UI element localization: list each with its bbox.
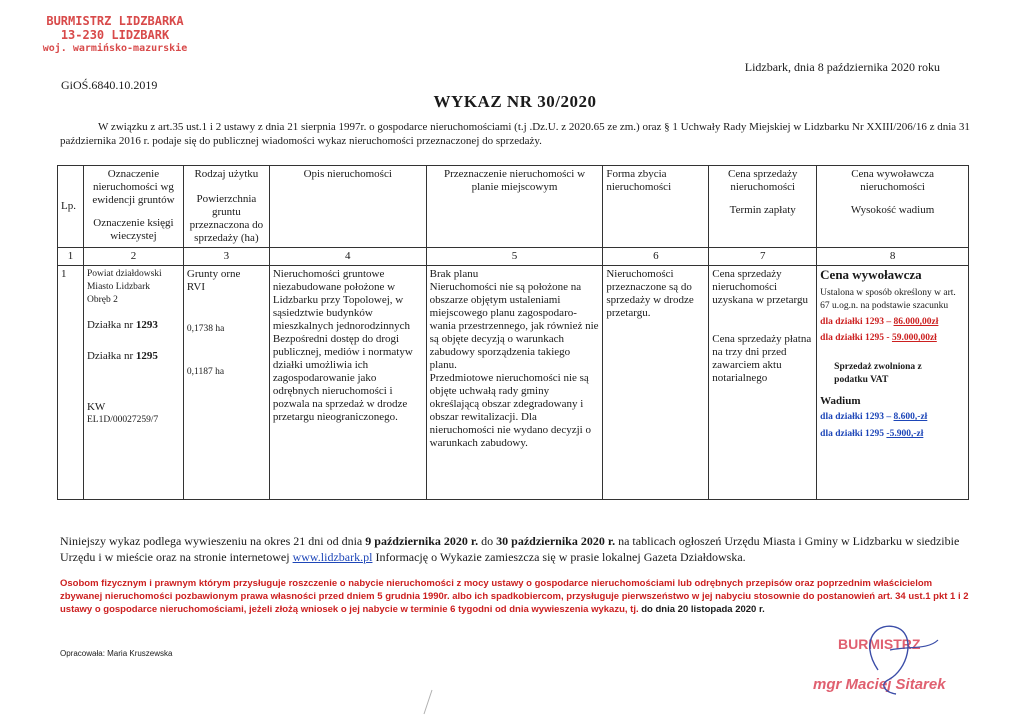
location-line-2: Miasto Lidzbark bbox=[86, 282, 151, 292]
note-date-1: 9 października 2020 r. bbox=[365, 534, 479, 548]
row-starting-price bbox=[817, 266, 969, 500]
row-sale-form: Nieruchomości przeznaczone są do sprzedaży w drodze przetargu. bbox=[603, 266, 709, 500]
note-part-1: Niniejszy wykaz podlega wywieszeniu na okres 21 dni od dnia bbox=[60, 534, 363, 548]
note-part-3: na tablicach ogłoszeń Urzędu Miasta i Gminy w Lidzbarku w siedzibie Urzędu i w mieście oraz na stronie internetowej bbox=[60, 534, 960, 564]
deposit-1295-value: -5.900,-zł bbox=[886, 429, 924, 439]
header-col7-a: Cena sprzedaży nieruchomości bbox=[728, 168, 798, 193]
clause-deadline: do dnia 20 listopada 2020 r. bbox=[641, 604, 765, 615]
stamp-line-2: 13-230 LIDZBARK bbox=[60, 28, 170, 42]
starting-price-1293 bbox=[820, 316, 965, 329]
column-number: 7 bbox=[709, 248, 817, 266]
plot-1295-number: 1295 bbox=[135, 350, 158, 362]
vat-note: Sprzedaż zwolniona z podatku VAT bbox=[834, 362, 922, 385]
land-class: RVI bbox=[186, 281, 205, 293]
official-stamp bbox=[30, 14, 200, 56]
plan-status: Brak planu bbox=[429, 268, 479, 280]
header-col7-b: Termin zapłaty bbox=[729, 204, 796, 216]
column-number: 2 bbox=[83, 248, 183, 266]
header-col8-b: Wysokość wadium bbox=[850, 204, 935, 216]
reference-number: GiOŚ.6840.10.2019 bbox=[61, 78, 158, 92]
header-col3 bbox=[183, 166, 269, 248]
priority-clause bbox=[60, 577, 972, 616]
row-lp: 1 bbox=[58, 266, 84, 500]
deposit-1293-value: 8.600,-zł bbox=[893, 412, 928, 422]
starting-price-desc: Ustalona w sposób określony w art. 67 u.og.n. na podstawie szacunku bbox=[820, 288, 956, 311]
header-col4: Opis nieruchomości bbox=[269, 166, 426, 248]
row-location bbox=[83, 266, 183, 500]
starting-price-1295 bbox=[820, 332, 965, 345]
plot-1293-label: Działka nr bbox=[86, 319, 134, 331]
table-header-row bbox=[58, 166, 969, 248]
signature-scribble bbox=[838, 610, 958, 700]
property-table bbox=[57, 165, 969, 500]
starting-price-title: Cena wywoławcza bbox=[820, 267, 922, 282]
header-col2-a: Oznaczenie nieruchomości wg ewidencji gruntów bbox=[92, 168, 175, 206]
header-col8-a: Cena wywoławcza nieruchomości bbox=[851, 168, 934, 193]
header-col2 bbox=[83, 166, 183, 248]
header-col5: Przeznaczenie nieruchomości w planie miejscowym bbox=[426, 166, 603, 248]
stamp-line-3: woj. warmińsko-mazurskie bbox=[42, 43, 188, 54]
kw-label: KW bbox=[86, 401, 106, 413]
plot-1295-label: Działka nr bbox=[86, 350, 134, 362]
land-use: Grunty orne bbox=[186, 268, 241, 280]
price-text-1: Cena sprzedaży nieruchomości uzyskana w przetargu bbox=[712, 268, 808, 306]
column-number: 8 bbox=[817, 248, 969, 266]
header-col8 bbox=[817, 166, 969, 248]
website-link[interactable]: www.lidzbark.pl bbox=[292, 550, 373, 564]
location-line-1: Powiat działdowski bbox=[86, 269, 162, 279]
starting-price-1295-value: 59.000,00zł bbox=[891, 333, 937, 343]
header-col6: Forma zbycia nieruchomości bbox=[603, 166, 709, 248]
location-line-3: Obręb 2 bbox=[86, 295, 118, 305]
note-part-2: do bbox=[481, 534, 494, 548]
column-number: 4 bbox=[269, 248, 426, 266]
header-lp: Lp. bbox=[58, 166, 84, 248]
column-number: 6 bbox=[603, 248, 709, 266]
deposit-1293 bbox=[820, 411, 965, 424]
prepared-by: Opracowała: Maria Kruszewska bbox=[60, 649, 173, 658]
table-row bbox=[58, 266, 969, 500]
posting-note bbox=[60, 533, 970, 565]
plot-1293 bbox=[87, 319, 180, 332]
deposit-1295 bbox=[820, 428, 965, 441]
deposit-1295-label: dla działki 1295 bbox=[820, 429, 885, 439]
row-plan bbox=[426, 266, 603, 500]
area-1293: 0,1738 ha bbox=[186, 324, 225, 334]
plot-1293-number: 1293 bbox=[135, 319, 158, 331]
deposit-title: Wadium bbox=[820, 395, 861, 407]
kw-number: EL1D/00027259/7 bbox=[86, 415, 159, 425]
starting-price-1295-label: dla działki 1295 - bbox=[820, 333, 890, 343]
header-col2-b: Oznaczenie księgi wieczystej bbox=[93, 217, 174, 242]
starting-price-1293-value: 86.000,00zł bbox=[893, 317, 939, 327]
area-1295: 0,1187 ha bbox=[186, 367, 225, 377]
header-col3-a: Rodzaj użytku bbox=[194, 168, 259, 180]
clause-text: Osobom fizycznym i prawnym którym przysługuje roszczenie o nabycie nieruchomości z mocy ustawy o gospodarce nieruchomościami lub odrębnych przepisów oraz poprzednim właścicielom zbywanej nieruchomości pozbawionym prawa własności przed dniem 5 grudnia 1990r. albo ich spadkobiercom, przysługuje pierwszeństwo w jej nabyciu stosownie do postanowień art. 34 ust.1 pkt 1 i 2 ustawy o gospodarce nieruchomościami, jeżeli złożą wniosek o jej nabycie w terminie 6 tygodni od dnia wywieszenia wykazu, tj. bbox=[60, 578, 969, 615]
note-date-2: 30 października 2020 r. bbox=[496, 534, 616, 548]
row-price bbox=[709, 266, 817, 500]
pen-mark bbox=[418, 688, 438, 718]
column-number: 1 bbox=[58, 248, 84, 266]
note-part-4: Informację o Wykazie zamieszcza się w prasie lokalnej Gazeta Działdowska. bbox=[375, 550, 746, 564]
intro-paragraph: W związku z art.35 ust.1 i 2 ustawy z dnia 21 sierpnia 1997r. o gospodarce nieruchomościami (t.j .Dz.U. z 2020.65 ze zm.) oraz § 1 Uchwały Rady Miejskiej w Lidzbarku Nr XXIII/206/16 z dnia 31 października 2016 r. podaje się do publicznej wiadomości wykaz nieruchomości przeznaczonej do sprzedaży. bbox=[60, 121, 970, 147]
header-col3-b: Powierzchnia gruntu przeznaczona do sprzedaży (ha) bbox=[189, 193, 264, 244]
starting-price-1293-label: dla działki 1293 – bbox=[820, 317, 892, 327]
plan-rewitalizacja: Przedmiotowe nieruchomości nie są objęte uchwałą rady gminy określającą obszar zdegradowany i obszar rewitalizacji. Dla nieruchomości nie wydano decyzji o warunkach zabudowy. bbox=[429, 372, 591, 449]
column-number: 3 bbox=[183, 248, 269, 266]
column-number: 5 bbox=[426, 248, 603, 266]
row-description: Nieruchomości gruntowe niezabudowane położone w Lidzbarku przy Topolowej, w sąsiedztwie budynków mieszkalnych jednorodzinnych Bezpośredni dostęp do drogi publicznej, mediów i normatyw działki umożliwia ich zagospodarowanie jako odrębnych nieruchomości i pozwala na sprzedaż w drodze przetargu nieograniczonego. bbox=[269, 266, 426, 500]
plan-details: Nieruchomości nie są położone na obszarze objętym ustaleniami miejscowego planu zagospodaro-wania przestrzennego, jak również nie są objęte decyzją o warunkach zabudowy sporządzenia takiego planu. bbox=[429, 281, 599, 371]
place-date: Lidzbark, dnia 8 października 2020 roku bbox=[744, 60, 940, 74]
stamp-line-1: BURMISTRZ LIDZBARKA bbox=[46, 14, 184, 28]
row-use-area bbox=[183, 266, 269, 500]
signature-name: mgr Maciej Sitarek bbox=[813, 676, 946, 693]
column-number-row bbox=[58, 248, 969, 266]
signature-title: BURMISTRZ bbox=[838, 636, 921, 652]
deposit-1293-label: dla działki 1293 – bbox=[820, 412, 892, 422]
plot-1295 bbox=[87, 350, 180, 363]
document-title: WYKAZ NR 30/2020 bbox=[433, 92, 597, 111]
price-text-2: Cena sprzedaży płatna na trzy dni przed zawarciem aktu notarialnego bbox=[712, 333, 812, 384]
header-col7 bbox=[709, 166, 817, 248]
